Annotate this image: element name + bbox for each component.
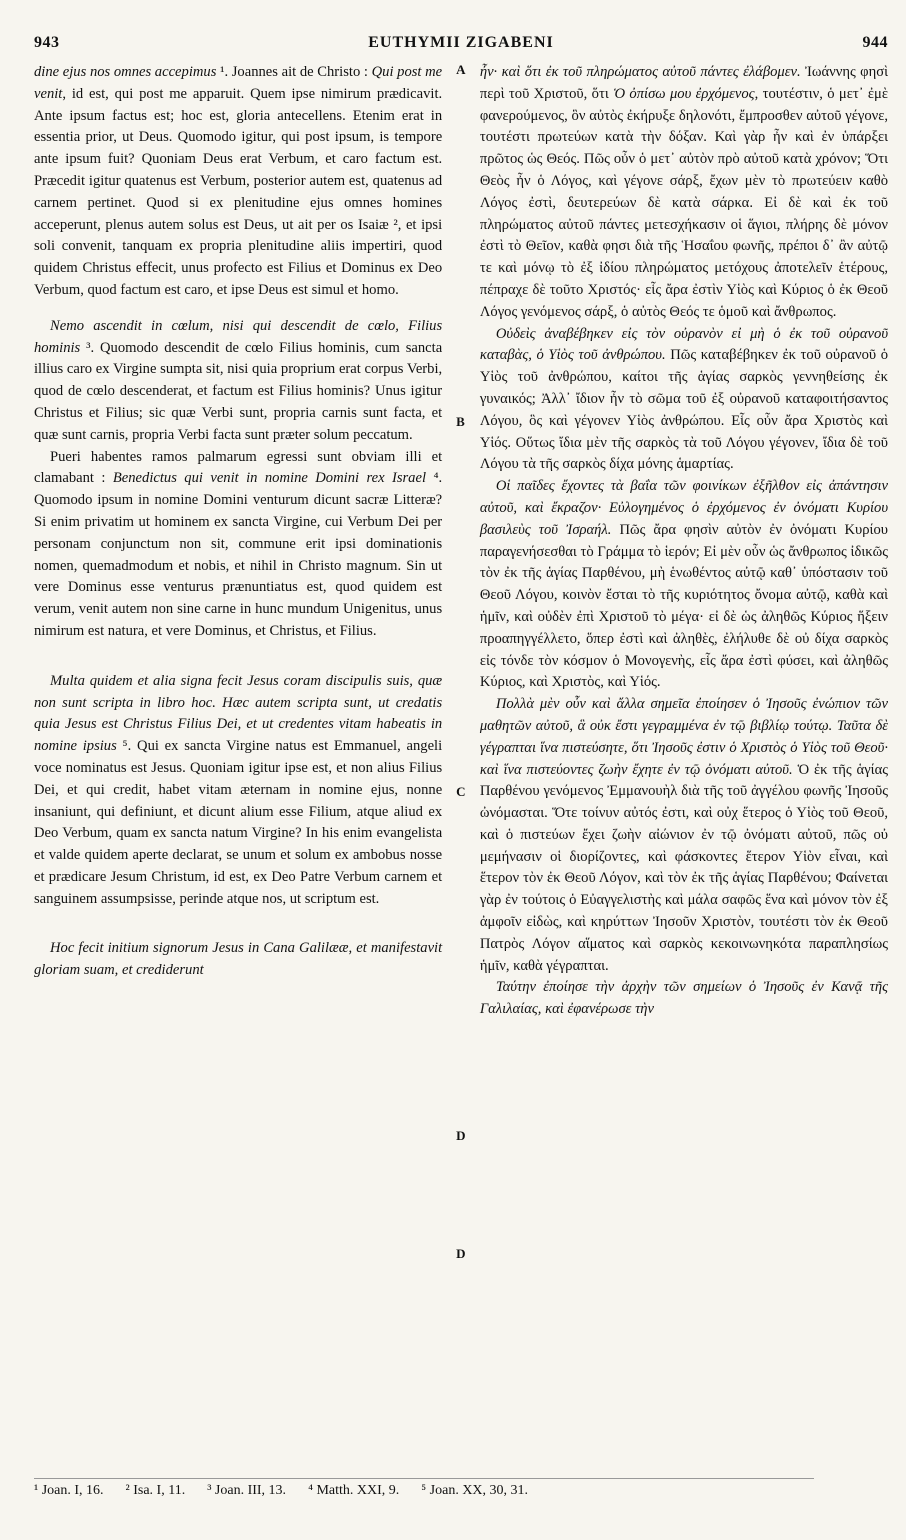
margin-letter-b: B: [456, 414, 465, 429]
latin-paragraph: [34, 62, 442, 302]
right-column-number: 944: [862, 34, 888, 51]
scripture-quote: Ταύτην ἐποίησε τὴν ἀρχὴν τῶν σημείων ὁ Ἰησοῦς ἐν Κανᾷ τῆς Γαλιλαίας, καὶ ἐφανέρωσε τὴν: [479, 979, 889, 1018]
margin-gutter: [454, 62, 468, 1470]
latin-paragraph: [34, 447, 442, 643]
commentary-text: Πῶς καταβέβηκεν ἐκ τοῦ οὐρανοῦ ὁ Υἱὸς τοῦ ἀνθρώπου, καίτοι τῆς ἁγίας σαρκὸς γεννηθείσης ἐκ γυναικός; Ἀλλ᾽ ἴδιον ἦν τὸ σῶμα τοῦ ἐξ οὐρανοῦ καταφοιτήσαντος Λόγου, ὃς καὶ γέγονεν Υἱὸς ἀνθρώπου. Εἷς οὖν ἄρα Χριστὸς καὶ Υἱός. Οὕτως ἴδια μὲν τῆς σαρκὸς τὰ τοῦ Λόγου γέγονεν, ἴδια δὲ τοῦ Λόγου τὰ τῆς σαρκὸς δίχα μόνης ἁμαρτίας.: [479, 347, 889, 473]
footnote: ¹ Joan. I, 16.: [34, 1483, 104, 1498]
scripture-quote: Nemo ascendit in cœlum, nisi qui descendit de cœlo, Filius hominis: [34, 317, 443, 356]
scripture-quote: Πολλὰ μὲν οὖν καὶ ἄλλα σημεῖα ἐποίησεν ὁ Ἰησοῦς ἐνώπιον τῶν μαθητῶν αὐτοῦ, ἃ οὐκ ἔστι γεγραμμένα ἐν τῷ βιβλίῳ τούτῳ. Ταῦτα δὲ γέγραπται ἵνα πιστεύσητε, ὅτι Ἰησοῦς ἐστιν ὁ Χριστὸς ὁ Υἱὸς τοῦ Θεοῦ· καὶ ἵνα πιστεύοντες ζωὴν ἔχητε ἐν τῷ ὀνόματι αὐτοῦ.: [479, 696, 889, 778]
commentary-text: , τουτέστιν, ὁ μετ᾽ ἐμὲ φανερούμενος, ὃν αὐτὸς ἐκήρυξε δηλονότι, ἔμπροσθεν αὐτοῦ γέγονε, τουτέστι πρωτεύων κατὰ τὴν δόξαν. Καὶ γὰρ ἦν καὶ ἐν ὑπάρξει πρῶτος ὡς Θεός. Πῶς οὖν ὁ μετ᾽ αὐτὸν πρὸ αὐτοῦ κατὰ χρόνον; Ὅτι Θεὸς ἦν ὁ Λόγος, καὶ γέγονε σάρξ, ἔχων μὲν τὸ πρωτεύειν καθὸ Λόγος ἐστὶ, δευτερεύων δὲ κατὰ σάρκα. Εἰ δὲ καὶ ἐκ τοῦ πληρώματος αὐτοῦ πάντες μετεσχήκασιν οἱ ἅγιοι, πλήρης δὲ μόνον ἐστὶ τὸ Θεῖον, καθὰ φησι διὰ τῆς Ἡσαΐου φωνῆς, πρέποι δ᾽ ἂν αὐτῷ τε καὶ μόνῳ τὸ ἐξ ἰδίου πληρώματος μετόχους ἀποτελεῖν ἑτέρους, πέπραχε δὲ τοῦτο Χριστός· εἷς ἄρα ἐστὶν Υἱὸς καὶ Κύριος ὁ ἐκ Θεοῦ Λόγος γενόμενος σάρξ, ὁ αὐτὸς Θεός τε ὁμοῦ καὶ ἄνθρωπος.: [479, 85, 889, 320]
footnote: ² Isa. I, 11.: [125, 1483, 186, 1498]
scripture-quote: Qui post me venit: [34, 64, 443, 102]
commentary-text: ⁵. Qui ex sancta Virgine natus est Emmanuel, angeli voce nominatus est Jesus. Quoniam igitur ipse est, et non alius Filius Dei, et qui credit, habet vitam æternam in nomine ejus, nonne insaniunt, qui definiunt, et dicunt alium esse Filium, atque aliud ex Deo Verbum, quam ex sancta natum Virgine? In his enim evangelista et valde quidem aperte declarat, se unum et solum ex ambobus nosse et prædicare Jesum Christum, id est, ex Deo Patre Verbum carnem et sanguinem assumpsisse, perinde atque nos, ut scriptum est.: [34, 738, 443, 907]
scripture-quote: Οὐδεὶς ἀναβέβηκεν εἰς τὸν οὐρανὸν εἰ μὴ ὁ ἐκ τοῦ οὐρανοῦ καταβὰς, ὁ Υἱὸς τοῦ ἀνθρώπου.: [479, 325, 889, 364]
commentary-text: ³. Quomodo descendit de cœlo Filius hominis, cum sancta illius caro ex Virgine sumpta sit, nisi quia proprium erat corpus Verbi, quod de cœlo descenderat, et factum est Filius hominis? Unus igitur Christus et Filius; sic quæ Verbi sunt, propria carnis sunt facta, et quæ sunt carnis, propria Verbi facta sunt præter solum peccatum.: [34, 339, 443, 443]
footnote: ⁵ Joan. XX, 30, 31.: [421, 1483, 529, 1498]
commentary-text: Pueri habentes ramos palmarum egressi sunt obviam illi et clamabant :: [34, 448, 443, 487]
two-column-body: [34, 62, 888, 1470]
commentary-text: , id est, qui post me apparuit. Quem ipse nimirum prædicavit. Ante ipsum factus est; hoc est, gloria antecellens. Etenim erat in essentia prior, ut Deus. Quomodo igitur, qui post ipsum, is tempore ante ipsum fuit? Quoniam Deus erat Verbum, et caro factum est. Præcedit igitur quatenus est Verbum, posterior autem est, quatenus ad carnem pertinet. Quod si ex plenitudine ejus omnes homines acceperunt, plenus autem solus est Deus, ut ait per os Isaiæ ², et ipsi soli convenit, tanquam ex propria plenitudine aliis impertiri, quod quidem Christus effecit, unus profecto est Filius et Dominus ex Deo Verbum, quod factum est caro, et ipse Deus est simul et homo.: [34, 85, 443, 298]
running-title: EUTHYMII ZIGABENI: [368, 34, 554, 51]
greek-paragraph: [480, 476, 888, 694]
scripture-quote: Ὁ ὀπίσω μου ἐρχόμενος: [613, 85, 755, 102]
latin-paragraph: [34, 938, 442, 982]
margin-letter-c: C: [456, 784, 466, 799]
left-column-number: 943: [34, 34, 60, 51]
greek-paragraph: [480, 977, 888, 1021]
commentary-text: Ἰωάννης φησὶ περὶ τοῦ Χριστοῦ, ὅτι: [479, 64, 889, 102]
page-header: [34, 34, 888, 60]
margin-letter-d: D: [456, 1128, 466, 1143]
scripture-quote: Οἱ παῖδες ἔχοντες τὰ βαΐα τῶν φοινίκων ἐξῆλθον εἰς ἀπάντησιν αὐτοῦ, καὶ ἔκραζον· Εὐλογημένος ὁ ἐρχόμενος ἐν ὀνόματι Κυρίου βασιλεὺς τοῦ Ἰσραήλ.: [479, 478, 889, 538]
scripture-quote: Benedictus qui venit in nomine Domini rex Israel: [112, 470, 427, 487]
commentary-text: ¹. Joannes ait de Christo :: [220, 64, 368, 80]
footnotes: [34, 1478, 814, 1499]
greek-paragraph: [480, 694, 888, 977]
greek-paragraph: [480, 62, 888, 324]
margin-letter-d: D: [456, 1246, 466, 1261]
latin-column: [34, 62, 454, 1470]
scripture-quote: Multa quidem et alia signa fecit Jesus coram discipulis suis, quæ non sunt scripta in libro hoc. Hæc autem scripta sunt, ut credatis quia Jesus est Christus Filius Dei, et ut credentes vitam habeatis in nomine ipsius: [34, 672, 443, 755]
footnote: ³ Joan. III, 13.: [207, 1483, 287, 1498]
greek-column: [468, 62, 888, 1470]
commentary-text: ⁴. Quomodo ipsum in nomine Domini venturum dicunt sacræ Litteræ? Si enim privatim ut hominem ex sancta Virgine, cui Verbum Dei per personam conjunctum non sit, commune erit ipsi dominationis nomen, quemadmodum et nobis, et nihil in Christo magnum. Sin ut vere Dominus esse venturus prænuntiatus est, quod quidem est verum, venit autem non sine carne in hunc mundum Unigenitus, unus nimirum est natura, et vere Dominus, et Christus, et Filius.: [34, 470, 443, 639]
latin-paragraph: [34, 316, 442, 447]
commentary-text: Ὁ ἐκ τῆς ἁγίας Παρθένου γενόμενος Ἐμμανουὴλ διὰ τῆς τοῦ ἀγγέλου φωνῆς Ἰησοῦς ὠνόμασται. Ὅτε τοίνυν αὐτός ἐστι, καὶ οὐχ ἕτερος ὁ Υἱὸς τοῦ Θεοῦ, καὶ ὁ πιστεύων ἔχει ζωὴν αἰώνιον ἐν τῷ ὀνόματι αὐτοῦ, πῶς οὐ μεμήνασιν οἱ διορίζοντες, καὶ φάσκοντες ἕτερον Υἱὸν εἶναι, καὶ ἕτερον τὸν ἐκ Θεοῦ Λόγον, καὶ τὸν ἐκ τῆς ἁγίας Παρθένου; Φαίνεται γὰρ ἐν τούτοις ὁ Εὐαγγελιστὴς καὶ μάλα σαφῶς ἕνα καὶ μόνον τὸν ἐξ ἀμφοῖν εἰδὼς, καὶ κηρύττων Ἰησοῦν Χριστὸν, τουτέστι τὸν ἐκ Θεοῦ Πατρὸς Λόγον αἵματος καὶ σαρκὸς κεκοινωνηκότα παραπλησίως ἡμῖν, καθὰ γέγραπται.: [479, 761, 889, 974]
greek-paragraph: [480, 324, 888, 477]
commentary-text: Πῶς ἄρα φησὶν αὐτὸν ἐν ὀνόματι Κυρίου παραγενήσεσθαι τὸ Γράμμα τὸ ἱερόν; Εἰ μὲν οὖν ὡς ἄνθρωπος ἰδικῶς τὸν ἐκ τῆς ἁγίας Παρθένου, μὴ ἑνωθέντος αὐτῷ καθ᾽ ὑπόστασιν τοῦ Θεοῦ Λόγου, κοινὸν ἔσται τὸ τῆς κυριότητος ὄνομα αὐτῷ, καθὰ καὶ ἡμῖν, καὶ οὐδὲν ἐπὶ Χριστοῦ τὸ μέγα· εἰ δὲ ὡς ἀληθῶς Κύριος ἥξειν προαπηγγέλλετο, ὅπερ ἐστὶ καὶ ἀληθὲς, ἐλήλυθε δὲ οὐ δίχα σαρκὸς εἰς τόνδε τὸν κόσμον ὁ Μονογενὴς, εἷς ἄρα ἐστὶ φύσει, καὶ ἀληθῶς Κύριος, καὶ Χριστὸς, καὶ Υἱός.: [479, 521, 889, 691]
scripture-quote: dine ejus nos omnes accepimus: [34, 64, 217, 80]
scripture-quote: ἦν· καὶ ὅτι ἐκ τοῦ πληρώματος αὐτοῦ πάντες ἐλάβομεν.: [479, 64, 801, 80]
margin-letter-a: A: [456, 62, 466, 77]
footnote: ⁴ Matth. XXI, 9.: [308, 1483, 400, 1498]
latin-paragraph: [34, 671, 442, 911]
scripture-quote: Hoc fecit initium signorum Jesus in Cana Galilææ, et manifestavit gloriam suam, et crediderunt: [34, 940, 443, 979]
